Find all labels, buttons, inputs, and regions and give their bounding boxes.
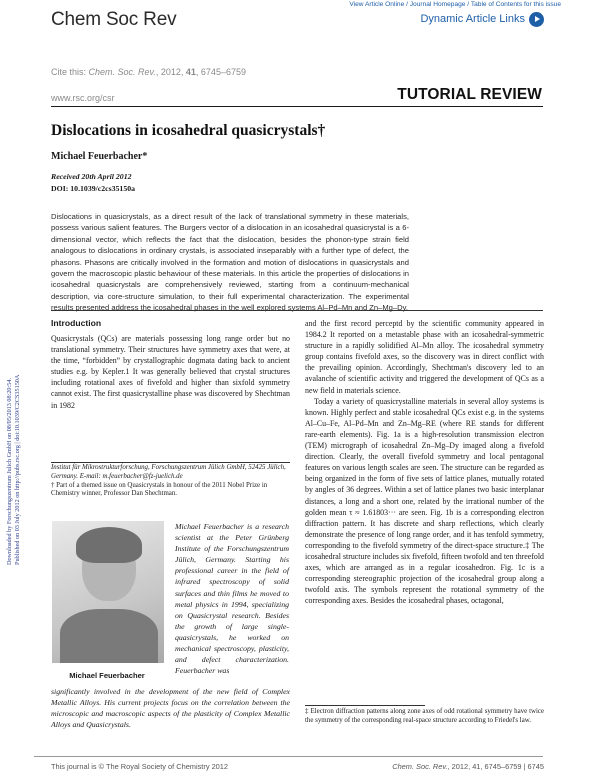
article-title: Dislocations in icosahedral quasicrystals† xyxy=(51,122,326,139)
footnote-rule xyxy=(305,705,425,706)
citation-line xyxy=(51,67,246,77)
intro-text-right xyxy=(305,318,544,606)
abstract: Dislocations in quasicrystals, as a direct result of the lack of translational symmetry in these materials, possess various salient features. The Burgers vector of a dislocation in an icosahedral quasicrystal is a 6-dimensional vector, which reflects the fact that the dislocation, besides the phonon-type strain field analogous to dislocations in ordinary crystals, is associated inseparably with a further type of defect, the phasons. Phasons are critically involved in the formation and motion of dislocations in quasicrystals and govern the macroscopic plastic behaviour of these materials. In this article the properties of dislocations in icosahedral quasicrystals are comprehensively reviewed, starting from a continuum-mechanical description, via core-structure simulation, to their full experimental characterization. The experimental results presented address the icosahedral phases in the well explored systems Al–Pd–Mn and Zn–Mg–Dy. xyxy=(51,212,409,313)
cite-volume: 41 xyxy=(185,67,196,77)
author-bio-top: Michael Feuerbacher is a research scientist at the Peter Grünberg Institute of the Forschungszentrum Jülich, Germany. Starting his professional career in the field of infrared spectroscopy of solid surfaces and thin films he moved to metal physics in 1994, specializing on Quasicrystal research. Besides the growth of large single-quasicrystals, he worked on mechanical spectroscopy, plasticity, and defect characterization. Feuerbacher was xyxy=(175,522,289,676)
top-links[interactable]: View Article Online / Journal Homepage / Table of Contents for this issue xyxy=(349,1,561,8)
dynamic-article-links[interactable]: Dynamic Article Links xyxy=(420,13,525,25)
published-note[interactable]: Published on 03 July 2012 on http://pubs.rsc.org | doi:10.1039/C2CS35150A xyxy=(14,374,21,565)
affiliation-institute: Institut für Mikrostrukturforschung, Forschungszentrum Jülich GmbH, 52425 Jülich, Germany. E-mail: m.feuerbacher@fz-juelich.de xyxy=(51,464,286,480)
article-author: Michael Feuerbacher* xyxy=(51,151,148,162)
intro-heading: Introduction xyxy=(51,318,102,328)
download-sidebar xyxy=(0,160,24,580)
photo-body xyxy=(60,609,158,663)
cite-journal: Chem. Soc. Rev. xyxy=(88,67,156,77)
photo-caption: Michael Feuerbacher xyxy=(69,671,145,680)
affiliation-block xyxy=(51,464,290,499)
journal-url[interactable]: www.rsc.org/csr xyxy=(51,93,115,103)
footer-copyright: This journal is © The Royal Society of Chemistry 2012 xyxy=(51,762,229,771)
footer-pages: , 2012, 41, 6745–6759 | 6745 xyxy=(447,762,544,771)
footer-journal: Chem. Soc. Rev. xyxy=(392,762,448,771)
left-column xyxy=(51,318,290,411)
header-rule xyxy=(51,106,543,107)
right-column xyxy=(305,318,544,606)
received-date: Received 20th April 2012 xyxy=(51,172,132,181)
cite-pages: , 6745–6759 xyxy=(195,67,246,77)
article-doi[interactable]: DOI: 10.1039/c2cs35150a xyxy=(51,184,136,193)
author-photo xyxy=(52,521,164,663)
intro-paragraph-continued: and the first record perceptd by the scientific community appeared in 1984.2 It reported on a metastable phase with an icosahedral-symmetric structure in a rapidly solidified Al–Mn alloy. The icosahedral symmetry group contains fivefold axes, so the discovery was in direct conflict with the prevailing opinion. Accordingly, Shechtman's discovery led to an avalanche of scientific activity and triggered the development of QCs as a new field in materials science. xyxy=(305,319,544,395)
journal-name: Chem Soc Rev xyxy=(51,9,177,30)
intro-paragraph: Quasicrystals (QCs) are materials possessing long range order but no translational symmetry. Their structures have symmetry axes that were, at the time, “forbidden” by crystallographic dogmata dating back to ancient studies e.g. by Kepler.1 It was generally believed that crystal structures including rotational axes of fivefold and higher than sixfold symmetry cannot exist. The first quasicrystalline phase was discovered by Shechtman in 1982 xyxy=(51,334,290,410)
cite-prefix: Cite this: xyxy=(51,67,89,77)
section-label: TUTORIAL REVIEW xyxy=(397,86,542,103)
footer-rule xyxy=(34,756,543,757)
cite-year: , 2012, xyxy=(155,67,186,77)
downloaded-note: Downloaded by Forschungszentrum Julich GmbH on 08/05/2013 08:20:54. xyxy=(6,378,13,565)
footer-citation xyxy=(392,762,544,771)
intro-text-left xyxy=(51,333,290,411)
footnote: ‡ Electron diffraction patterns along zone axes of odd rotational symmetry have twice the symmetry of the corresponding real-space structure according to Friedel's law. xyxy=(305,708,544,724)
intro-paragraph: Today a variety of quasicrystalline materials in several alloy systems is known. Highly perfect and stable icosahedral QCs exist e.g. in the systems Al–Cu–Fe, Al–Pd–Mn and Zn–Mg–RE (where RE stands for different rare-earth elements). Fig. 1a is a high-resolution transmission electron (TEM) micrograph of icosahedral Zn–Mg–Dy imaged along a fivefold direction. Clearly, the overall fivefold symmetry and local pentagonal features on various length scales are seen. The structure can be regarded as being organized in the form of five sets of lattice planes, mutually rotated by angles of 36 degrees. Within a set of lattice planes two basic interplanar distances, a long and a short one, related by the irrational number of the golden mean τ ≈ 1.61803··· are seen. Fig. 1b is a corresponding electron diffraction pattern. It has discrete and sharp reflections, which clearly demonstrate the presence of long range order, and it has tenfold symmetry, corresponding to the fivefold symmetry of the direct-space structure.‡ The icosahedral structure includes six fivefold, fifteen twofold and ten threefold axes, which are arranged as in a regular icosahedron. Fig. 1c is a corresponding stereographic projection of the icosahedral group along a twofold axis. The symbols represent the rotational symmetry of the corresponding axes. Besides the icosahedral phases, octagonal, xyxy=(305,396,544,606)
abstract-rule xyxy=(51,310,543,311)
themed-issue-note: † Part of a themed issue on Quasicrystals in honour of the 2011 Nobel Prize in Chemistry winner, Professor Dan Shechtman. xyxy=(51,481,268,498)
photo-hair xyxy=(76,527,142,563)
author-bio-bottom: significantly involved in the development of the new field of Complex Metallic Alloys. His current projects focus on the correlation between the microscopic and macroscopic aspects of the plasticity of Complex Metallic Alloys and Quasicrystals. xyxy=(51,687,290,730)
affiliation-rule xyxy=(51,462,290,463)
play-icon[interactable] xyxy=(529,12,544,27)
